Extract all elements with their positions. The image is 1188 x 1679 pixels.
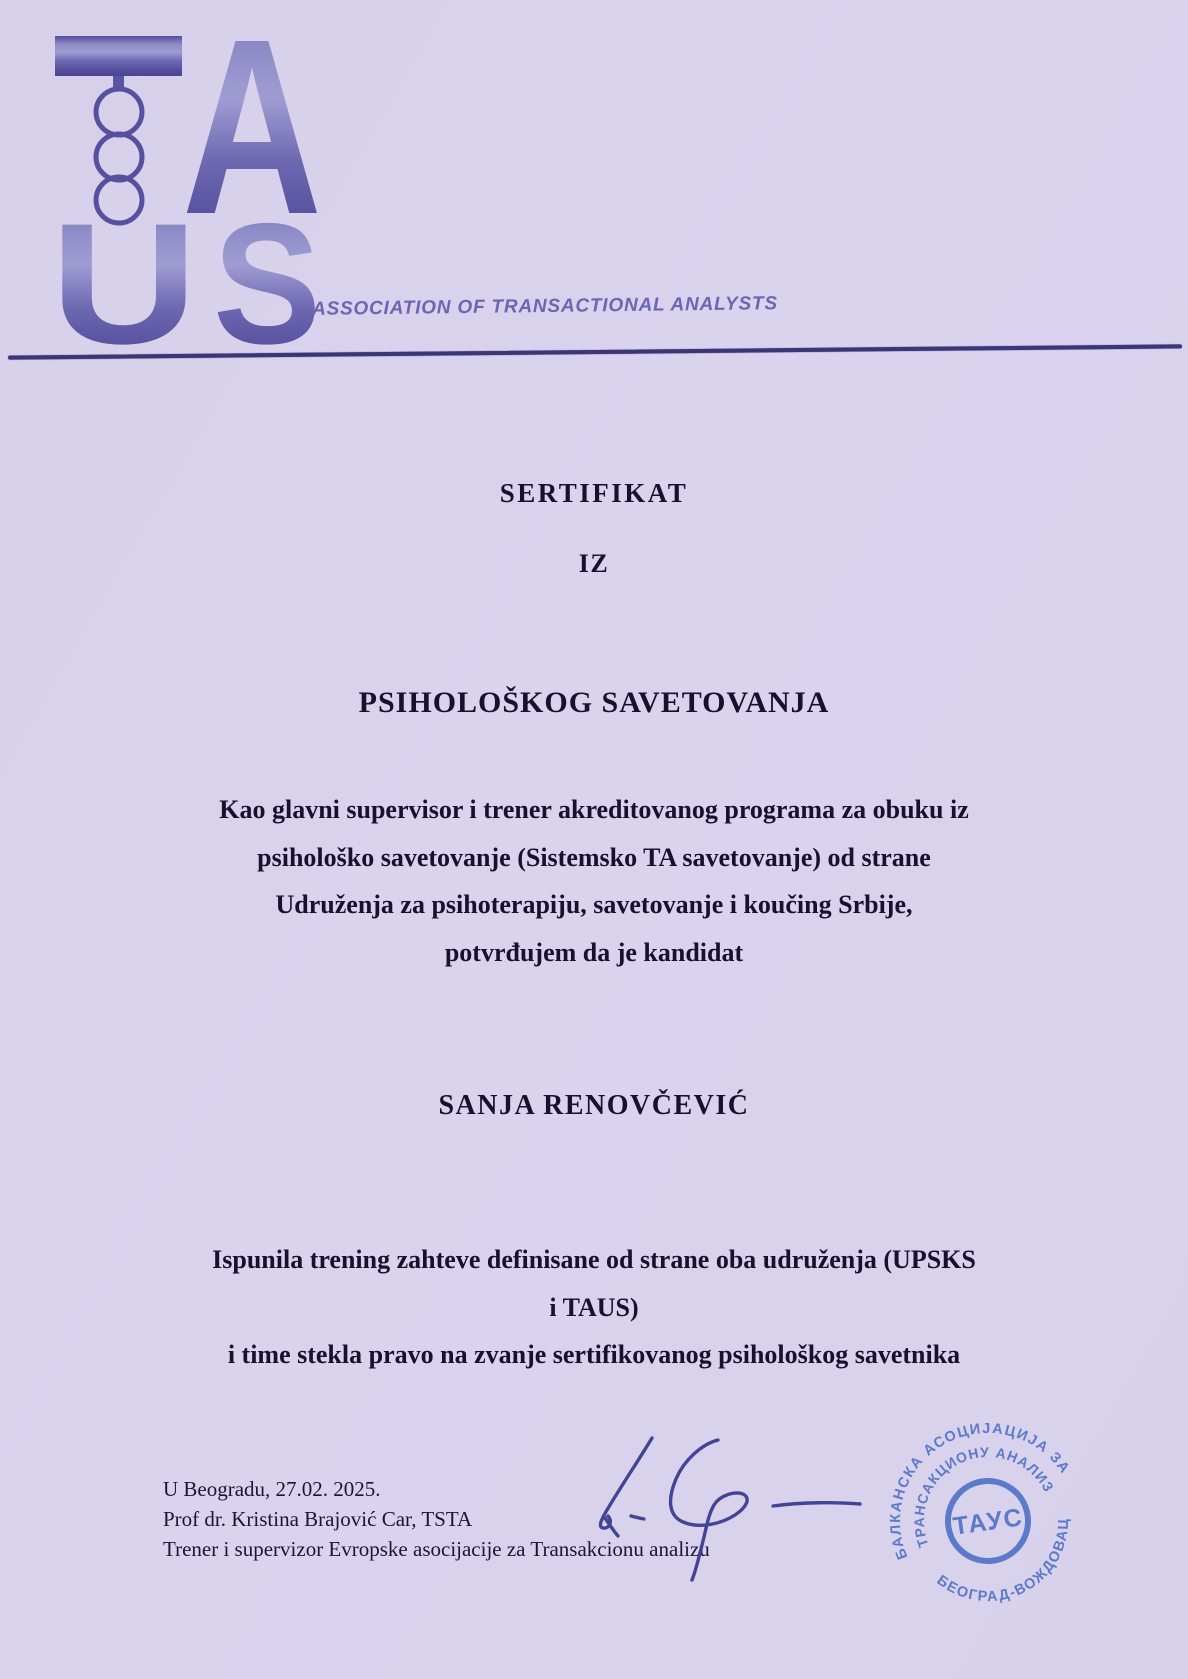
certificate-subject: PSIHOLOŠKOG SAVETOVANJA <box>358 686 830 719</box>
stamp-arc-inner-text: ТРАНСАКЦИОНУ АНАЛИЗУ <box>910 1443 1058 1550</box>
logo-t-bar <box>55 36 182 76</box>
logo-t-circle-1 <box>96 89 142 135</box>
association-tagline: ASSOCIATION OF TRANSACTIONAL ANALYSTS <box>311 293 779 320</box>
footer-place-date: U Beogradu, 27.02. 2025. <box>163 1477 381 1501</box>
certificate-title: SERTIFIKAT <box>499 478 689 508</box>
intro-line-3: Udruženja za psihoterapiju, savetovanje i koučing Srbije, <box>275 890 913 919</box>
statement-line-1: Ispunila trening zahteve definisane od strane oba udruženja (UPSKS <box>212 1245 976 1274</box>
signature-stroke-dash <box>773 1503 860 1506</box>
stamp-center-text: ТАУС <box>951 1503 1025 1541</box>
footer-signer-title: Trener i supervizor Evropske asocijacije za Transakcionu analizu <box>163 1537 710 1561</box>
stamp-arc-outer-text: БАЛКАНСКА АСОЦИЈАЦИЈА ЗА <box>887 1420 1073 1562</box>
statement-line-2: i TAUS) <box>549 1292 639 1322</box>
logo-letter-a: A <box>182 28 322 266</box>
intro-line-2: psihološko savetovanje (Sistemsko TA savetovanje) od strane <box>257 842 931 872</box>
logo-letter-s: S <box>213 188 321 348</box>
taus-stamp <box>859 1398 1119 1638</box>
logo-t-circle-2 <box>96 134 142 180</box>
intro-line-1: Kao glavni supervisor i trener akreditovanog programa za obuku iz <box>219 795 969 824</box>
certificate-preposition: IZ <box>578 549 610 578</box>
logo-letter-u: U <box>50 188 198 348</box>
signature-stroke-k <box>600 1438 652 1528</box>
taus-logo <box>45 28 335 348</box>
signature-ink <box>540 1418 870 1593</box>
statement-paragraph <box>0 1236 1188 1379</box>
footer-signer-name: Prof dr. Kristina Brajović Car, TSTA <box>163 1507 473 1531</box>
intro-line-4: potvrđujem da je kandidat <box>444 937 744 967</box>
intro-paragraph <box>0 786 1188 976</box>
stamp-arc-bottom-text: БЕОГРАД-ВОЖДОВАЦ <box>933 1517 1073 1606</box>
signature-stroke-g <box>671 1440 748 1580</box>
statement-line-3: i time stekla pravo na zvanje sertifikovanog psihološkog savetnika <box>227 1340 961 1369</box>
signature-stroke-dot <box>631 1516 644 1519</box>
candidate-name: SANJA RENOVČEVIĆ <box>438 1090 750 1121</box>
